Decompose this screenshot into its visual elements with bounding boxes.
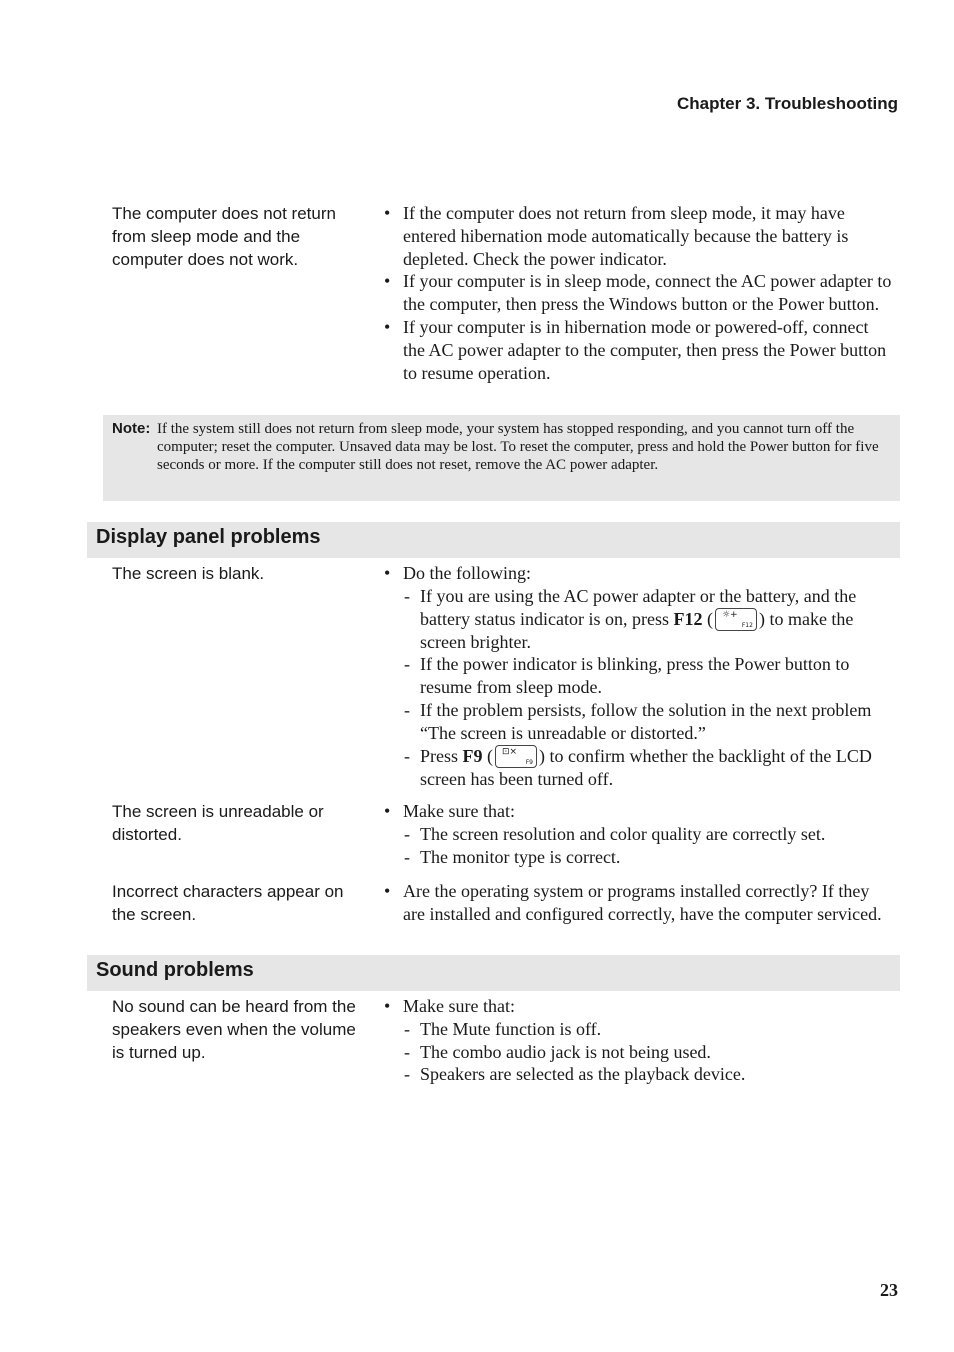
problem-text: No sound can be heard from the speakers even when the volume is turned up. (112, 997, 356, 1062)
dash-icon: - (404, 1018, 410, 1039)
bullet-icon: • (384, 881, 391, 901)
sub-item: - The combo audio jack is not being used. (404, 1041, 711, 1062)
bullet-icon: • (384, 203, 391, 223)
problem-text: The screen is blank. (112, 564, 265, 583)
solution-list (384, 202, 894, 384)
dash-icon: - (404, 1041, 410, 1062)
sub-item: - If you are using the AC power adapter or the battery, and the battery status indicator is on, press F12 ( ☼+ F12 ) to make the screen brighter. (404, 585, 857, 652)
sub-item: - If the problem persists, follow the solution in the next problem “The screen is unreadable or distorted.” (404, 699, 872, 743)
page-number: 23 (880, 1280, 898, 1300)
sub-item: - Press F9 ( ⊡× F9 ) to confirm whether the backlight of the LCD screen has been turned off. (404, 745, 872, 789)
solution-list (384, 800, 894, 868)
sub-item: - The screen resolution and color quality are correctly set. (404, 823, 826, 844)
section-header-display (87, 522, 900, 558)
problem-text: The screen is unreadable or distorted. (112, 802, 324, 844)
bullet-text: If your computer is in hibernation mode or powered-off, connect the AC power adapter to the computer, then press the Power button to resume operation. (403, 316, 887, 383)
list-item (384, 202, 894, 270)
section-title: Display panel problems (96, 526, 321, 548)
dash-icon: - (404, 654, 410, 675)
note-label: Note: (112, 420, 151, 437)
problem-text: Incorrect characters appear on the screen. (112, 882, 344, 924)
bullet-text: Do the following: (403, 563, 531, 583)
bullet-icon: • (384, 996, 391, 1016)
problem-text: The computer does not return from sleep mode and the computer does not work. (112, 204, 336, 269)
dash-icon: - (404, 585, 410, 606)
list-item (384, 316, 894, 384)
dash-icon: - (404, 846, 410, 867)
chapter-header: Chapter 3. Troubleshooting (676, 94, 898, 113)
f9-backlight-key-icon: ⊡× F9 (495, 745, 537, 768)
dash-icon: - (404, 745, 410, 766)
sub-item: - The monitor type is correct. (404, 846, 621, 867)
note-box (103, 415, 900, 501)
dash-icon: - (404, 1064, 410, 1085)
bullet-icon: • (384, 316, 391, 337)
list-item (384, 562, 894, 585)
section-title: Sound problems (96, 959, 254, 981)
dash-icon: - (404, 699, 410, 720)
sub-item: - If the power indicator is blinking, press the Power button to resume from sleep mode. (404, 654, 850, 698)
section-header-sound (87, 955, 900, 991)
bullet-text: If the computer does not return from sleep mode, it may have entered hibernation mode automatically because the battery is depleted. Check the power indicator. (403, 203, 849, 269)
solution-list (384, 995, 894, 1086)
bullet-text: If your computer is in sleep mode, connect the AC power adapter to the computer, then press the Windows button or the Power button. (403, 271, 892, 315)
bullet-icon: • (384, 563, 391, 583)
note-text: If the system still does not return from sleep mode, your system has stopped responding, and you cannot turn off the computer; reset the computer. Unsaved data may be lost. To reset the computer, press and hold the Power button for five seconds or more. If the computer still does not reset, remove the AC power adapter. (157, 421, 879, 473)
bullet-icon: • (384, 271, 391, 292)
solution-list (384, 562, 894, 790)
sub-item: - Speakers are selected as the playback device. (404, 1064, 746, 1085)
list-item: • Make sure that: (384, 801, 515, 821)
solution-list (384, 880, 894, 926)
list-item: • Are the operating system or programs installed correctly? If they are installed and configured correctly, have the computer serviced. (384, 881, 882, 924)
dash-icon: - (404, 823, 410, 844)
sub-item: - The Mute function is off. (404, 1018, 602, 1039)
list-item (384, 270, 894, 316)
f12-brightness-key-icon: ☼+ F12 (715, 608, 757, 631)
list-item: • Make sure that: (384, 996, 515, 1016)
bullet-icon: • (384, 801, 391, 821)
